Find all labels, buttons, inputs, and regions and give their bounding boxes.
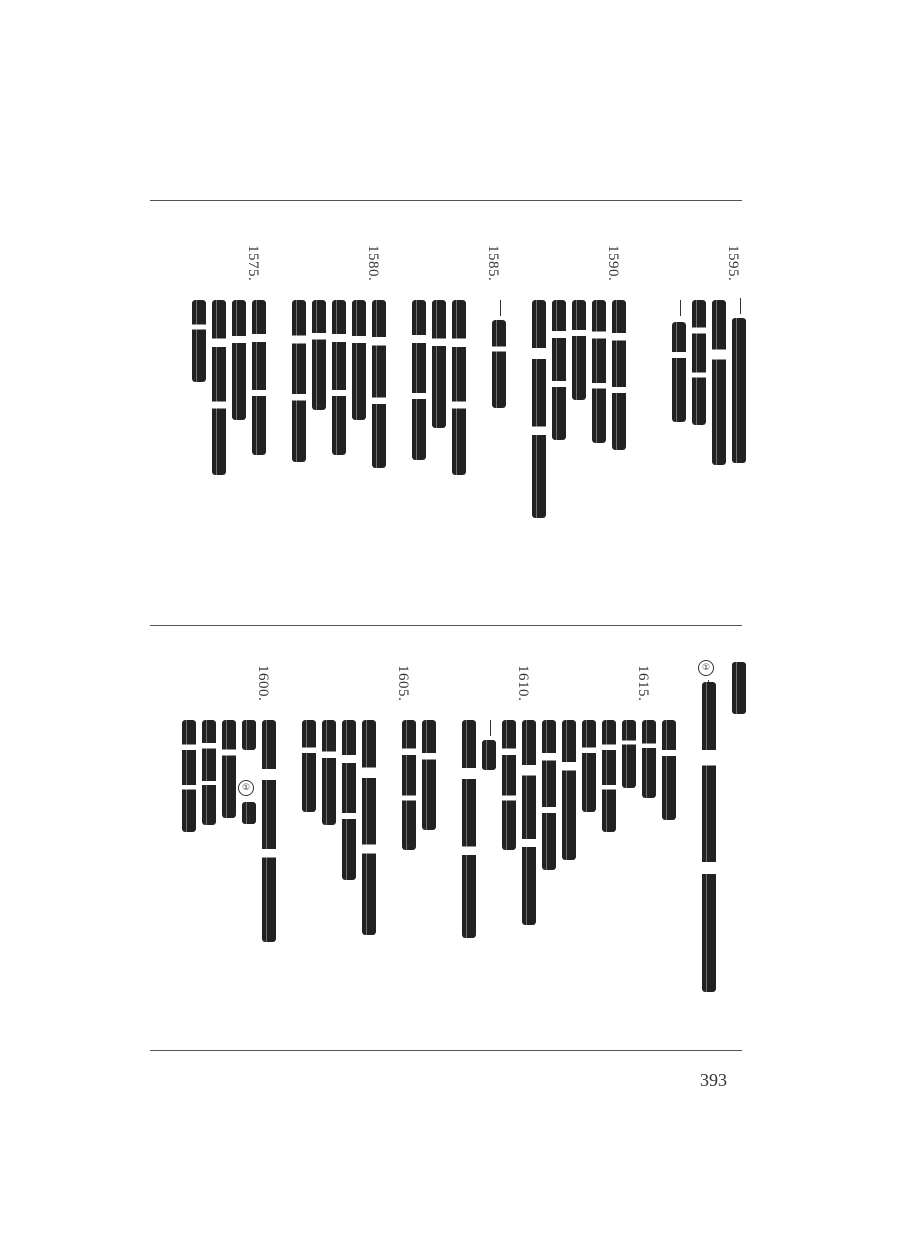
mongolian-script-line <box>552 300 566 440</box>
mongolian-script-line <box>332 300 346 455</box>
mongolian-script-line <box>562 720 576 860</box>
mongolian-script-line <box>532 300 546 518</box>
mongolian-script-line <box>342 720 356 880</box>
mongolian-script-line <box>572 300 586 400</box>
mongolian-script-line <box>732 662 746 714</box>
mongolian-script-line <box>412 300 426 460</box>
mongolian-script-line <box>372 300 386 468</box>
top-rule <box>150 200 742 201</box>
mongolian-script-line <box>222 720 236 818</box>
line-number: 1600. <box>255 665 271 702</box>
em-dash <box>680 300 681 316</box>
mongolian-script-line <box>182 720 196 832</box>
mongolian-script-line <box>462 720 476 938</box>
mongolian-script-line <box>612 300 626 450</box>
middle-rule <box>150 625 742 626</box>
mongolian-script-line <box>242 802 256 824</box>
mongolian-script-line <box>192 300 206 382</box>
em-dash <box>500 300 501 316</box>
mongolian-script-line <box>322 720 336 825</box>
mongolian-script-line <box>492 320 506 408</box>
mongolian-script-line <box>232 300 246 420</box>
line-number: 1610. <box>515 665 531 702</box>
mongolian-script-line <box>352 300 366 420</box>
mongolian-script-line <box>482 740 496 770</box>
mongolian-script-line <box>402 720 416 850</box>
mongolian-script-line <box>582 720 596 812</box>
mongolian-script-line <box>432 300 446 428</box>
mongolian-script-line <box>202 720 216 825</box>
mongolian-script-line <box>312 300 326 410</box>
mongolian-script-line <box>622 720 636 788</box>
mongolian-script-line <box>592 300 606 443</box>
footnote-marker: ① <box>698 660 714 676</box>
mongolian-script-line <box>302 720 316 812</box>
mongolian-script-line <box>702 682 716 992</box>
line-number: 1595. <box>725 245 741 282</box>
line-number: 1575. <box>245 245 261 282</box>
mongolian-script-line <box>452 300 466 475</box>
footnote-reference-marker: ① <box>238 780 254 796</box>
line-number: 1580. <box>365 245 381 282</box>
mongolian-script-line <box>212 300 226 475</box>
em-dash <box>490 720 491 736</box>
page-number: 393 <box>700 1070 727 1090</box>
mongolian-script-line <box>732 318 746 463</box>
mongolian-script-line <box>292 300 306 462</box>
mongolian-script-line <box>672 322 686 422</box>
em-dash <box>740 298 741 314</box>
mongolian-script-line <box>422 720 436 830</box>
mongolian-script-line <box>252 300 266 455</box>
mongolian-script-line <box>662 720 676 820</box>
mongolian-script-line <box>362 720 376 935</box>
line-number: 1615. <box>635 665 651 702</box>
bottom-rule <box>150 1050 742 1051</box>
line-number: 1590. <box>605 245 621 282</box>
mongolian-script-line <box>642 720 656 798</box>
mongolian-script-line <box>712 300 726 465</box>
line-number: 1605. <box>395 665 411 702</box>
mongolian-script-line <box>692 300 706 425</box>
mongolian-script-line <box>522 720 536 925</box>
line-number: 1585. <box>485 245 501 282</box>
mongolian-script-line <box>262 720 276 942</box>
mongolian-script-line <box>542 720 556 870</box>
mongolian-script-line <box>602 720 616 832</box>
mongolian-script-line <box>242 720 256 750</box>
mongolian-script-line <box>502 720 516 850</box>
